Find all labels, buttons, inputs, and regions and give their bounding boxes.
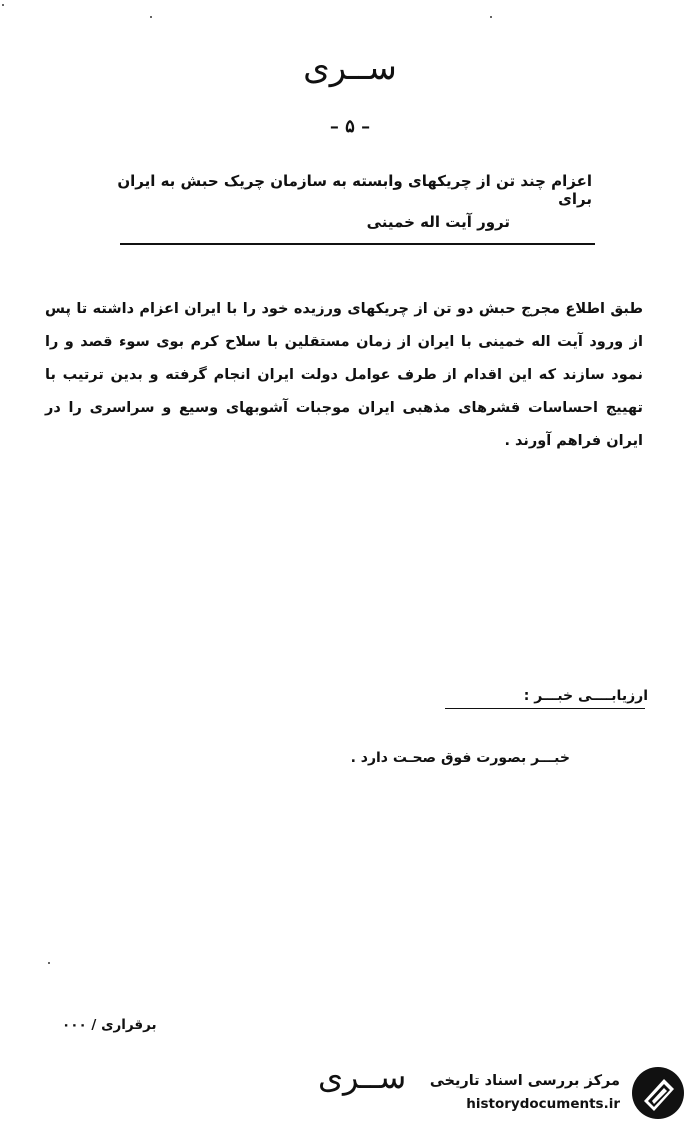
evaluation-statement: خبـــر بصورت فوق صحـت دارد . xyxy=(350,750,570,766)
subject-line-1: اعزام چند تن از چریکهای وابسته به سازمان چریک حبش به ایران برای xyxy=(117,172,592,208)
watermark-url: historydocuments.ir xyxy=(466,1096,620,1112)
top-speck xyxy=(150,16,152,18)
evaluation-heading: ارزیابــــی خبـــر : xyxy=(523,688,648,704)
footer-classification: ســری xyxy=(318,1058,407,1096)
dispatch-line: برقراری / ۰۰۰ xyxy=(62,1017,157,1033)
top-speck xyxy=(490,16,492,18)
archive-logo-icon xyxy=(630,1065,686,1121)
report-body: طبق اطلاع مجرج حبش دو تن از چریکهای ورزیده خود را با ایران اعزام داشته تا پس از ورود آیت اله خمینی با ایران از زمان مستقلین با سلاح کرم بوی سوء قصد و را نمود سازند که این اقدام از طرف عوامل دولت ایران انجام گرفته و بدین ترتیب با تهییج احساسات قشرهای مذهبی ایران موجبات آشوبهای وسیع و سراسری را در ایران فراهم آورند . xyxy=(45,301,643,449)
evaluation-underline xyxy=(445,708,645,709)
document-classification: ســری xyxy=(303,48,397,88)
subject-line-2: ترور آیت اله خمینی xyxy=(366,213,510,231)
subject-divider xyxy=(120,243,595,245)
watermark-org-name: مرکز بررسی اسناد تاریخی xyxy=(429,1073,620,1089)
corner-speck xyxy=(2,4,4,6)
page-number: – ۵ – xyxy=(329,116,371,137)
margin-speck xyxy=(48,962,50,964)
